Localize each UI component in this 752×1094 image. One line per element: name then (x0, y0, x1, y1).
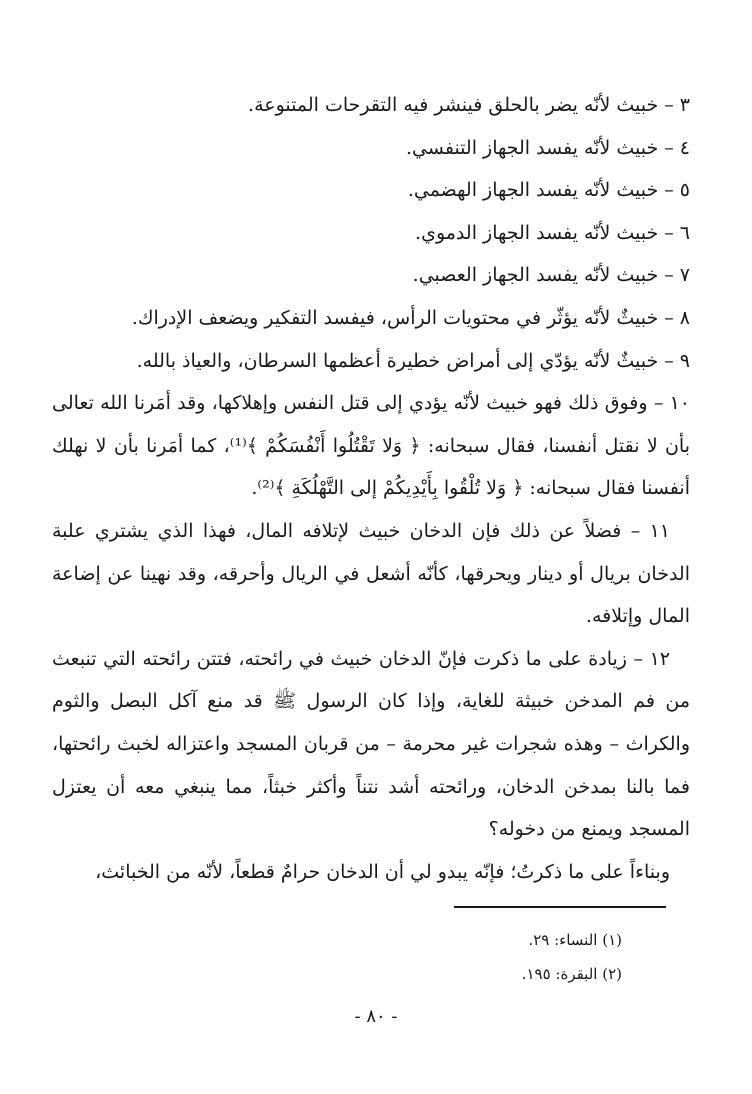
footnote-separator (454, 906, 666, 908)
paragraph: ٨ – خبيثٌ لأنّه يؤثّر في محتويات الرأس، فيفسد التفكير ويضعف الإدراك. (131, 306, 690, 329)
paragraph: وبناءاً على ما ذكرتُ؛ فإنّه يبدو لي أن الدخان حرامٌ قطعاً، لأنّه من الخبائث، (95, 860, 670, 883)
paragraph: ١٢ – زيادة على ما ذكرت فإنّ الدخان خبيث في رائحته، فتتن رائحته التي تنبعث من فم المدخن خبيثة للغاية، وإذا كان الرسول ﷺ قد منع آكل البصل والثوم والكراث – وهذه شجرات غير محرمة – من قربان المسجد واعتزاله لخبث رائحتها، فما بالنا بمدخن الدخان، ورائحته أشد نتناً وأكثر خبثاً، مما ينبغي معه أن يعتزل المسجد ويمنع من دخوله؟ (52, 647, 690, 841)
main-text (52, 84, 690, 893)
footnotes (222, 923, 622, 991)
footnote-2: (٢) البقرة: ١٩٥. (521, 965, 622, 983)
footnote-1: (١) النساء: ٢٩. (528, 931, 622, 949)
paragraph: ١١ – فضلاً عن ذلك فإن الدخان خبيث لإتلافه المال، فهذا الذي يشتري علبة الدخان بريال أو دينار ويحرقها، كأنّه أشعل في الريال وأحرقه، وقد نهينا عن إضاعة المال وإتلافه. (52, 519, 690, 628)
paragraph: ٧ – خبيث لأنّه يفسد الجهاز العصبي. (412, 264, 690, 287)
page-number: - ٨٠ - (354, 1006, 398, 1027)
paragraph: ٤ – خبيث لأنّه يفسد الجهاز التنفسي. (406, 136, 690, 159)
paragraph: ٥ – خبيث لأنّه يفسد الجهاز الهضمي. (407, 179, 690, 202)
paragraph: ٦ – خبيث لأنّه يفسد الجهاز الدموي. (415, 221, 690, 244)
paragraph: ٩ – خبيثٌ لأنّه يؤدّي إلى أمراض خطيرة أعظمها السرطان، والعياذ بالله. (136, 349, 690, 372)
paragraph: ١٠ – وفوق ذلك فهو خبيث لأنّه يؤدي إلى قتل النفس وإهلاكها، وقد أمَرنا الله تعالى بأن لا نقتل أنفسنا، فقال سبحانه: ﴿ وَلا تَقْتُلُوا أَنْفُسَكُمْ ﴾⁽¹⁾، كما أمَرنا بأن لا نهلك أنفسنا فقال سبحانه: ﴿ وَلا تُلْقُوا بِأَيْدِيكُمْ إلى التَّهْلُكَةِ ﴾⁽²⁾. (52, 392, 690, 500)
paragraph: ٣ – خبيث لأنّه يضر بالحلق فينشر فيه التقرحات المتنوعة. (248, 94, 690, 116)
